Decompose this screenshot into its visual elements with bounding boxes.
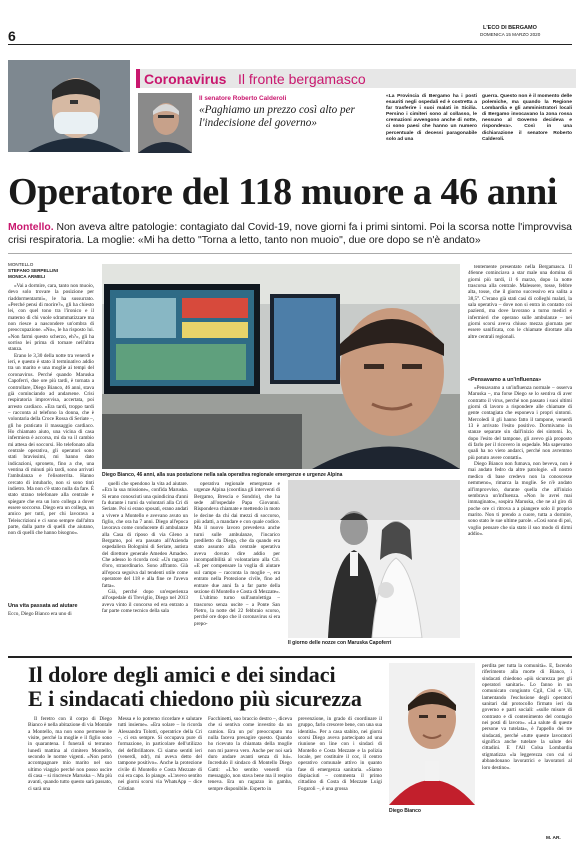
newspaper-name: L'ECO DI BERGAMO (483, 25, 537, 31)
wedding-photo-caption: Il giorno delle nozze con Maruska Capoferri (288, 640, 392, 646)
second-signature: M. AR. (546, 836, 561, 841)
section-title-sub: Il fronte bergamasco (238, 71, 366, 87)
section-title-main: Coronavirus (144, 71, 227, 87)
main-headline: Operatore del 118 muore a 46 anni (8, 171, 558, 213)
main-col4-paragraph: «Pensavamo a un'influenza normale – osserva Maruska –, ma forse Diego se lo sentiva di aver contratto il virus, perché non passato i suoi ultimi giorni di lavoro a rispondere alle chiamate di gente contagiata che esponeva i propri sintomi. Mercoledì il gli hanno fatto il tampone, venerdì 13 è arrivato l'esito positivo. Dormivamo in stanze separate sin dall'inizio dei sintomi. Io, dopo l'esito del tampone, gli avevo già proposto di farlo per il ricovero in ospedale. Ma sapevamo quali ha no vieto andarci, perché non avremmo più potuto avere contatti». (468, 385, 572, 461)
diego-bianco-portrait-photo (389, 663, 475, 805)
main-col2-paragraph: Già, perché dopo un'esperienza all'ospedale di Treviglio, Diego nel 2013 aveva vinto il concorso ed era entrato a far parte come tecnico della sala (102, 588, 188, 614)
main-col3-paragraph: L'ultimo turno sull'autolettiga – trascorso senza uscite – a Ponte San Pietro, la notte del 22 febbraio scorso, perché ore dopo che il coronavirus si era prepo- (194, 595, 280, 627)
main-column-3 (194, 481, 280, 649)
main-col2-paragraph: quelli che spendono la vita ad aiutare. «Era la sua missione», confida Maruska. Si erano conosciuti una quindicina d'anni fa durante i turni da volontari alla Cri di Seriate. Poi si erano sposati, erano andati a vivere a Montello e avevano avuto un figlio, che ora ha 7 anni. Diego all'epoca lavorava come conducente di ambulanze alla Casa di riposo di via Gleno a Bergamo, poi era passato all'Azienda ospedaliera Bolognini di Seriate, autista del direttore generale Amedeo Amadeo. Che adesso lo ricorda così: «Un ragazzo d'oro, straordinario. Sono affranto. Già all'epoca seguiva dal tendenti utile come operatore del 118 e alla fine ce l'aveva fatta». (102, 481, 188, 589)
calderoli-photo (138, 93, 192, 153)
second-column-4: prevenzione, in grado di coordinare il gruppo, farlo crescere bene, con una sua identità». Per a casa stabito, nei giorni scorsi Diego aveva partecipato ad una riunione on line con i sindaci di Montello e Costa Mezzate e la polizia locale, per costituire il coc, il centro operativo comunale attivo in quanto fase di emergenza sanitaria. «Siamo dispiaciuti – commenta il primo cittadino di Costa di Mezzate Luigi Fogaroli –, è una grossa (298, 716, 382, 792)
main-col4-after (468, 385, 572, 647)
second-headline-line-2: E i sindacati chiedono più sicurezza (28, 686, 362, 711)
main-column-2 (102, 481, 188, 649)
main-col1-paragraph: Erano le 3,30 della notte tra venerdì e ieri, e questo è stato il terminativo addio tra un marito e una moglie ai tempi del coronavirus. Perché quando Maruska Capoferri, due ore più tardi, è tornata a controllare, Diego Bianco, 46 anni, stava già cominciando ad andarsene. Crisi respiratoria improvvisa, accertata, poi arresto cardiaco. «Era tardi, troppo tardi – racconta al telefono la donna, che è volontaria della Croce Rossa di Seriate –, gli ho praticato il massaggio cardiaco. Ho chiamato aiuto, una vicina di casa infermiera è accorsa, mi da va il cambio mi attesa dei soccorsi. Ho telefonato alla centrale operativa, gli operatori sono stati bravissimi, mi hanno dato indicazioni, sproneto, fino a che, una ventina di minuti più tardi, sono arrivati l'ambulanza e l'elisoterrita. Hanno cercato di intubarlo, non si sono tinti indietro. Ma non c'è stato nulla da fare. È stato strano telefonare alla centrale e spiegare che era un loro collega a dover essere soccorso. Diego era un collega, un amico per tutti, per chi lavorava a Teleiscrizioni e ci sono sempre dall'altra parte, dalla parte di quelli che aiutano, non di quelli che hanno bisogno». (8, 352, 94, 537)
second-headline-line-1: Il dolore degli amici e dei sindaci (28, 662, 336, 687)
header-rule (8, 44, 572, 45)
second-column-1: Il feretro con il corpo di Diego Bianco è nella abitazione di via Montale a Montello, ma non sono permesse le visite, perché la moglie e il figlio sono in quarantena. I funerali si terranno lunedì mattina al cimitero Montello, secondo le norme vigenti. «Non potrò accompagnare mio marito nel suo ultimo viaggio perché non posso uscire di casa – si rincresce Maruska –. Ma più avanti, quando tutto questo sarà passato, ci sarà una (28, 716, 112, 792)
quote-column-2: guerra. Questo non è il momento delle polemiche, ma quando la Regione Lombardia e gli amministratori locali di Bergamo invocavano la zona rossa nessuno al Governo decideva e rispondeva». Così in una dichiarazione il senatore Roberto Calderoli. (482, 94, 572, 142)
main-column-4 (468, 264, 572, 374)
masked-person-photo (8, 60, 130, 152)
main-col4-subhead: «Pensavamo a un'influenza» (468, 377, 542, 383)
quote-kicker: Il senatore Roberto Calderoli (199, 95, 287, 102)
quote-text: «Paghiamo un prezzo così alto per l'indecisione del governo» (199, 104, 355, 129)
second-column-3: Facchinetti, suo braccio destro –, diceva che si sentiva come investito da un camion. Era un po' preoccupato ma nulla faceva presagire questo. Quando ho ricevuto la chiamata della moglie non mi pareva vero. Anche per noi sarà duro andare avanti senza di lui». Incredulo il sindaco di Montello Diego Gatti: «L'ho sentito venerdì via messaggio, non stava bene ma il respiro teneva. Era un ragazzo in gamba, sempre disponibile. Esperto in (208, 716, 292, 792)
author-2: MONICA ARMELI (8, 274, 46, 279)
second-article-rule (8, 656, 572, 658)
quote-column-1: «La Provincia di Bergamo ha i posti esauriti negli ospedali ed è costretta a far trasferire i suoi malati in Sicilia. Persino i cimiteri sono al collasso, le cremazioni avvengono anche di notte, ci sono paesi che hanno un numero percentuale di decessi paragonabile solo ad una (386, 94, 477, 142)
second-photo-caption: Diego Bianco (389, 808, 421, 814)
main-column-1 (8, 283, 94, 601)
main-photo-caption: Diego Bianco, 46 anni, alla sua postazione nella sala operativa regionale emergenze e urgenze Alpina (102, 472, 343, 478)
issue-date: DOMENICA 15 MARZO 2020 (480, 32, 541, 37)
standfirst-rule (8, 253, 572, 254)
wedding-photo (288, 480, 460, 638)
main-col3-paragraph: operativa regionale emergenze e urgenze Alpina (coordina gli interventi di Bergamo, Brescia e Sondrio), che ha sede all'ospedale Papa Giovanni. Rispondeva chiamate e mettendo in moto le decine da chi dai mezzi di soccorso, più adatti, a mandare e con quale codice. Ma il nuovo lavoro prevedeva anche turni sulle ambulanze, l'incarico prediletto da Diego, che da quando era stato assunto alla centrale operativa aveva dovuto dire addio per incompatibilità al volontariato alla Cri. «E per compensare la voglia di aiutare sul campo – racconta la moglie –, era entrato nella Protezione civile, fino ad entrare due anni fa a far parte della sezione di Montello e Costa di Mezzate». (194, 481, 280, 595)
man-at-control-room-photo (102, 264, 460, 469)
standfirst-lead: Montello. (8, 222, 54, 233)
page-number: 6 (8, 28, 16, 44)
main-col4-paragraph: tentemente presentato nella Bergamasca. Il 46enne cominciava a star male una domina di giorni più tardi, il 6 marzo, dopo la notte trascorsa alla centrale. Malessere, tosse, febbre alta, tosse, che il giorno successivo era salita a 38,5°. C'erano già stati casi di colleghi malati, la sala operativa – dove non si entra in contatto coi pazienti, ma dove lavorano a turno medici e infermieri che operano sulle ambulanze – nei giorni scorsi aveva chiuso mezza giornata per essere sanificata, con le chiamate dirottate alla altre centrali regionali. (468, 264, 572, 340)
standfirst (8, 222, 574, 247)
author-1: STEFANO SERPELLINI (8, 268, 59, 273)
standfirst-body: Non aveva altre patologie: contagiato dal Covid-19, nove giorni fa i primi sintomi. Poi la scorsa notte l'improvvisa crisi respiratoria. La moglie: «Mi ha detto "Torna a letto, tanto non muoio", due ore dopo se n'è andato» (8, 222, 572, 246)
second-column-2: Messa e lo potremo ricordare e salutare tutti insieme». «Era solare – lo ricorda Alessandra Tolotti, operatrice della Cri –, ci era sempre. Si occupava pure di formazione, in particolare dell'utilizzo del defibrillatore. Ci siamo sentiti ieri (venerdì, ndr), mi aveva detto del tampone positivo». Anche la protezione civile di Montello e Costa Mezzate di cui era capo. Io piange. «L'avevo sentito nei giorni scorsi via WhatsApp – dice Cristian (118, 716, 202, 792)
main-col1-subhead: Una vita passata ad aiutare (8, 603, 78, 609)
main-col1-after: Ecco, Diego Bianco era uno di (8, 611, 72, 617)
dateline: MONTELLO (8, 262, 34, 267)
main-col1-paragraph: «Vai a dormire, cara, tanto non muoio, devo solo trovare la posizione per riaddormentarmi», le ha sussurrato. «Perché pensi di morire?», gli ha chiesto lei, con quel tono tra l'ironico e il materno di chi vuole sdrammatizzare ma non riesce a nascondere un'ombra di preoccupazione. «No», le ha risposto lui. «Non farmi questo scherzo, eh?», gli ha sorriso lei prima di tornare nell'altra stanza. (8, 283, 94, 353)
second-column-5: perdita per tutta la comunità». E, facendo riferimento alla morte di Bianco, i sindacati chiedono «più sicurezza per gli operatori sanitari». Lo fanno in un comunicato congiunto Cgil, Cisl e Uil, lamentando l'esclusione degli operatori sanitari dal protocollo firmato ieri da governo e parti sociali: «sulle misure di contrasto e di contenimento del contagio nei posti di lavoro». «La salute di queste persone va tutelata», è l'appello dei tre sindacati, perché «tutte queste lavoratori significa anche tutelare la salute dei cittadini. E l'All Colsa Lombardia stigmatizza «la leggerezza con cui si abbandonano lavoratrici e lavoratori al loro destino». (482, 663, 572, 771)
main-col4-paragraph: Diego Bianco non fumava, non beveva, non è mai andato fedro da altre patologie. «Il nostro medico di base credevo non la conoscesse nemmeno», rimarca la moglie. Se n'è andato all'improvviso, durante quella che all'inizio sembrava un'influenza. «Non lo avrei mai immaginato», sospira Maruska, che ne al giro di poche ore ci ritrova a a piangere solo il proprio marito. Non ti prendo a cuore, tutta a dormire, sono stato le sue ultime parole. «Così sono di poi, voglio pensare che sia stato il suo modo di dirmi addio». (468, 461, 572, 537)
